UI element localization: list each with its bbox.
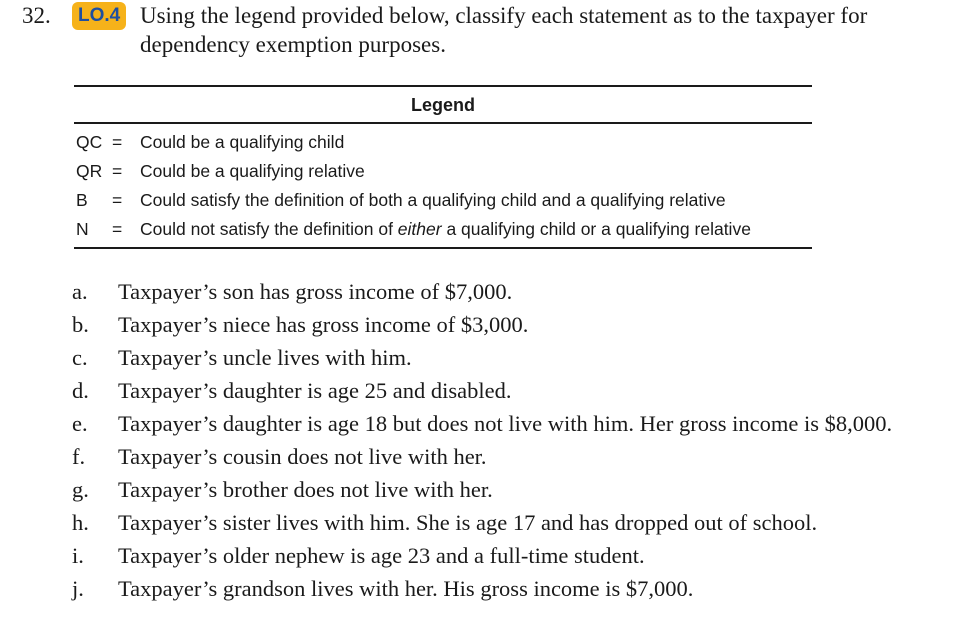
- list-item: [72, 475, 932, 505]
- item-text: Taxpayer’s son has gross income of $7,000.: [118, 279, 513, 304]
- item-label: e.: [72, 411, 88, 436]
- legend-row-qc: [74, 128, 812, 157]
- item-label: c.: [72, 345, 88, 370]
- item-text: Taxpayer’s grandson lives with her. His gross income is $7,000.: [118, 576, 694, 601]
- item-label: a.: [72, 279, 88, 304]
- legend-rows: [74, 124, 812, 244]
- list-item: [72, 442, 932, 472]
- list-item: [72, 310, 932, 340]
- list-item: [72, 343, 932, 373]
- item-text: Taxpayer’s cousin does not live with her.: [118, 444, 487, 469]
- item-text: Taxpayer’s brother does not live with her.: [118, 477, 493, 502]
- legend-row-b: [74, 186, 812, 215]
- legend-equals: =: [112, 161, 123, 181]
- item-text: Taxpayer’s older nephew is age 23 and a full-time student.: [118, 543, 645, 568]
- item-label: i.: [72, 543, 84, 568]
- legend-equals: =: [112, 190, 123, 210]
- legend-row-qr: [74, 157, 812, 186]
- list-item: [72, 508, 932, 538]
- legend-emphasis: either: [397, 219, 442, 239]
- item-label: f.: [72, 444, 86, 469]
- statement-list: [72, 277, 932, 607]
- list-item: [72, 541, 932, 571]
- item-text: Taxpayer’s niece has gross income of $3,000.: [118, 312, 529, 337]
- legend-description: Could be a qualifying relative: [140, 161, 365, 181]
- item-label: b.: [72, 312, 89, 337]
- item-label: h.: [72, 510, 89, 535]
- question-number: 32.: [22, 3, 51, 28]
- legend-description: Could be a qualifying child: [140, 132, 345, 152]
- item-label: j.: [72, 576, 84, 601]
- item-text: Taxpayer’s daughter is age 18 but does not live with him. Her gross income is $8,000.: [118, 411, 893, 436]
- item-text: Taxpayer’s uncle lives with him.: [118, 345, 412, 370]
- item-label: g.: [72, 477, 89, 502]
- list-item: [72, 277, 932, 307]
- question-text: Using the legend provided below, classify each statement as to the taxpayer for dependency exemption purposes.: [140, 3, 868, 57]
- legend-code: N: [76, 219, 89, 239]
- legend-title: Legend: [410, 95, 475, 115]
- legend-description: Could not satisfy the definition of either a qualifying child or a qualifying relative: [140, 219, 751, 239]
- item-text: Taxpayer’s daughter is age 25 and disabled.: [118, 378, 512, 403]
- list-item: [72, 574, 932, 604]
- list-item: [72, 409, 932, 439]
- item-label: d.: [72, 378, 89, 403]
- legend-code: B: [76, 190, 88, 210]
- legend-code: QR: [76, 161, 103, 181]
- list-item: [72, 376, 932, 406]
- legend-table: [74, 85, 812, 249]
- legend-equals: =: [112, 132, 123, 152]
- legend-equals: =: [112, 219, 123, 239]
- legend-row-n: [74, 215, 812, 244]
- learning-objective-badge: LO.4: [72, 2, 126, 30]
- item-text: Taxpayer’s sister lives with him. She is age 17 and has dropped out of school.: [118, 510, 818, 535]
- legend-code: QC: [76, 132, 103, 152]
- legend-description: Could satisfy the definition of both a qualifying child and a qualifying relative: [140, 190, 726, 210]
- legend-bottom-rule: [74, 247, 812, 249]
